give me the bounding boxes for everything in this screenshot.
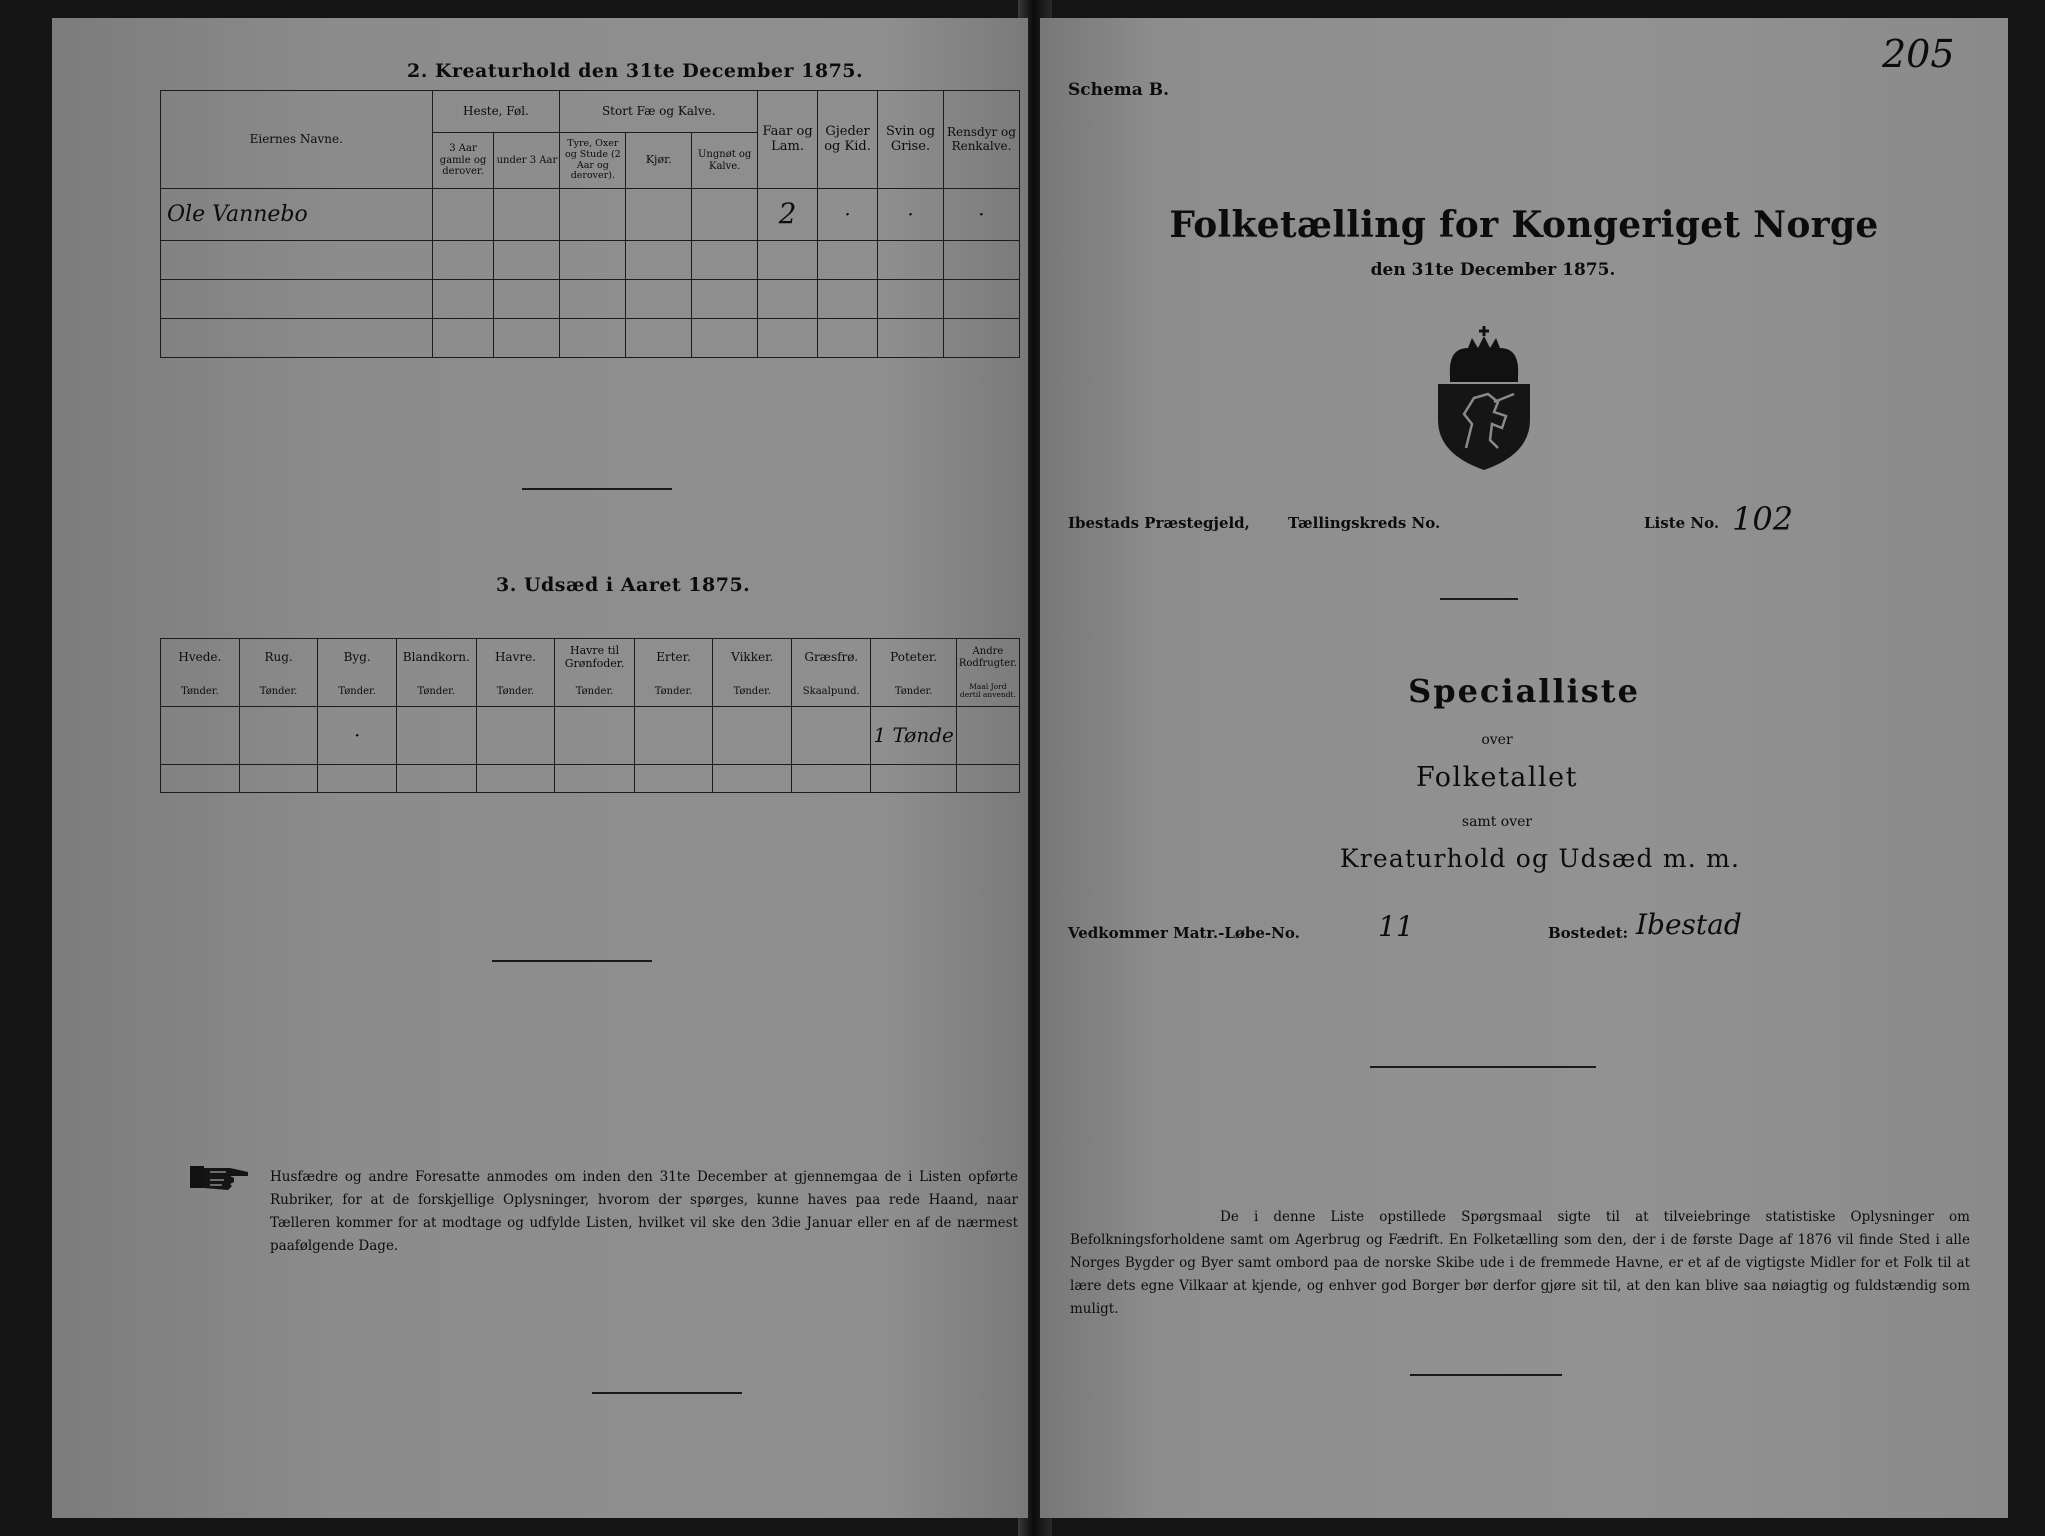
list-label: Liste No. <box>1644 514 1720 532</box>
divider <box>522 488 672 490</box>
right-page <box>1040 18 2008 1518</box>
bostedet-label: Bostedet: <box>1548 924 1629 942</box>
divider <box>1410 1374 1562 1376</box>
table-row <box>161 319 1020 358</box>
sheep-header: Faar og Lam. <box>758 91 818 189</box>
table-row <box>161 189 1020 241</box>
table-row <box>161 280 1020 319</box>
divider <box>592 1392 742 1394</box>
folketallet-heading: Folketallet <box>1415 762 1579 793</box>
reindeer-header: Rensdyr og Renkalve. <box>943 91 1019 189</box>
coat-of-arms-icon <box>1428 324 1540 476</box>
seed-unit: Maal Jord dertil anvendt. <box>956 677 1019 707</box>
byg-value: · <box>318 707 397 765</box>
livestock-table <box>160 90 1020 358</box>
seed-unit: Skaalpund. <box>792 677 871 707</box>
cows-header: Kjør. <box>626 133 692 189</box>
bulls-header: Tyre, Oxer og Stude (2 Aar og derover). <box>560 133 626 189</box>
seed-header: Rug. <box>239 639 318 677</box>
kreaturhold-heading: Kreaturhold og Udsæd m. m. <box>1339 844 1741 873</box>
cattle-group-header: Stort Fæ og Kalve. <box>560 91 758 133</box>
schema-label: Schema B. <box>1068 80 1170 100</box>
footer-paragraph: De i denne Liste opstillede Spørgsmaal sigte til at tilveiebringe statistiske Oplysninger om Befolkningsforholdene samt om Agerbrug og Fædrift. En Folketælling som den, der i de første Dage af 1876 vil finde Sted i alle Norges Bygder og Byer samt ombord paa de norske Skibe ude i de fremmede Havne, er et af de vigtigste Midler for et Folk til at lære dets egne Vilkaar at kjende, og enhver god Borger bør derfor gjøre sit til, at den kan blive saa nøiagtig og fuldstændig som muligt. <box>1070 1209 1970 1317</box>
seed-unit: Tønder. <box>318 677 397 707</box>
seed-unit: Tønder. <box>161 677 240 707</box>
seed-unit: Tønder. <box>634 677 713 707</box>
goats-count: · <box>818 189 878 241</box>
seed-header: Erter. <box>634 639 713 677</box>
owner-header: Eiernes Navne. <box>161 91 433 189</box>
seed-unit: Tønder. <box>476 677 555 707</box>
seed-table <box>160 638 1020 793</box>
seed-unit: Tønder. <box>713 677 792 707</box>
seed-unit: Tønder. <box>396 677 476 707</box>
sheep-count: 2 <box>758 189 818 241</box>
pigs-count: · <box>878 189 944 241</box>
horse-old-header: 3 Aar gamle og derover. <box>432 133 494 189</box>
list-number: 102 <box>1732 500 1794 538</box>
district-label: Tællingskreds No. <box>1288 514 1441 532</box>
divider <box>1440 598 1518 600</box>
seed-header: Poteter. <box>871 639 956 677</box>
census-date: den 31te December 1875. <box>1370 260 1616 280</box>
horse-young-header: under 3 Aar <box>494 133 560 189</box>
young-cattle-header: Ungnøt og Kalve. <box>692 133 758 189</box>
seed-unit: Tønder. <box>871 677 956 707</box>
seed-header: Vikker. <box>713 639 792 677</box>
matr-label: Vedkommer Matr.-Løbe-No. <box>1068 924 1300 942</box>
seed-header: Havre til Grønfoder. <box>555 639 634 677</box>
pointing-hand-icon <box>190 1160 252 1198</box>
over-label: over <box>1481 732 1513 748</box>
seed-unit: Tønder. <box>555 677 634 707</box>
seed-header: Hvede. <box>161 639 240 677</box>
bostedet-value: Ibestad <box>1636 908 1742 941</box>
goats-header: Gjeder og Kid. <box>818 91 878 189</box>
seed-header: Blandkorn. <box>396 639 476 677</box>
divider <box>1370 1066 1596 1068</box>
page-number: 205 <box>1882 32 1955 76</box>
page-title: Folketælling for Kongeriget Norge <box>1169 204 1879 246</box>
poteter-value: 1 Tønde <box>871 707 956 765</box>
notice-text: Husfædre og andre Foresatte anmodes om inden den 31te December at gjennemgaa de i Listen opførte Rubriker, for at de forskjellige Oplysninger, hvorom der spørges, kunne haves paa rede Haand, naar Tælleren kommer for at modtage og udfylde Listen, hvilket vil ske den 3die Januar eller en af de nærmest paafølgende Dage. <box>270 1169 1018 1254</box>
left-page <box>52 18 1028 1518</box>
table-row <box>161 765 1020 793</box>
seed-unit: Tønder. <box>239 677 318 707</box>
table-row <box>161 707 1020 765</box>
seed-header: Græsfrø. <box>792 639 871 677</box>
seed-title: 3. Udsæd i Aaret 1875. <box>496 574 751 596</box>
horses-group-header: Heste, Føl. <box>432 91 560 133</box>
seed-header: Byg. <box>318 639 397 677</box>
pigs-header: Svin og Grise. <box>878 91 944 189</box>
parish-label: Ibestads Præstegjeld, <box>1068 514 1250 532</box>
divider <box>492 960 652 962</box>
seed-header: Havre. <box>476 639 555 677</box>
reindeer-count: · <box>943 189 1019 241</box>
matr-number: 11 <box>1378 910 1414 943</box>
seed-header: Andre Rodfrugter. <box>956 639 1019 677</box>
specialliste-heading: Specialliste <box>1408 672 1640 710</box>
table-row <box>161 241 1020 280</box>
owner-name: Ole Vannebo <box>161 189 433 241</box>
samt-over-label: samt over <box>1461 814 1533 830</box>
livestock-title: 2. Kreaturhold den 31te December 1875. <box>407 60 864 82</box>
